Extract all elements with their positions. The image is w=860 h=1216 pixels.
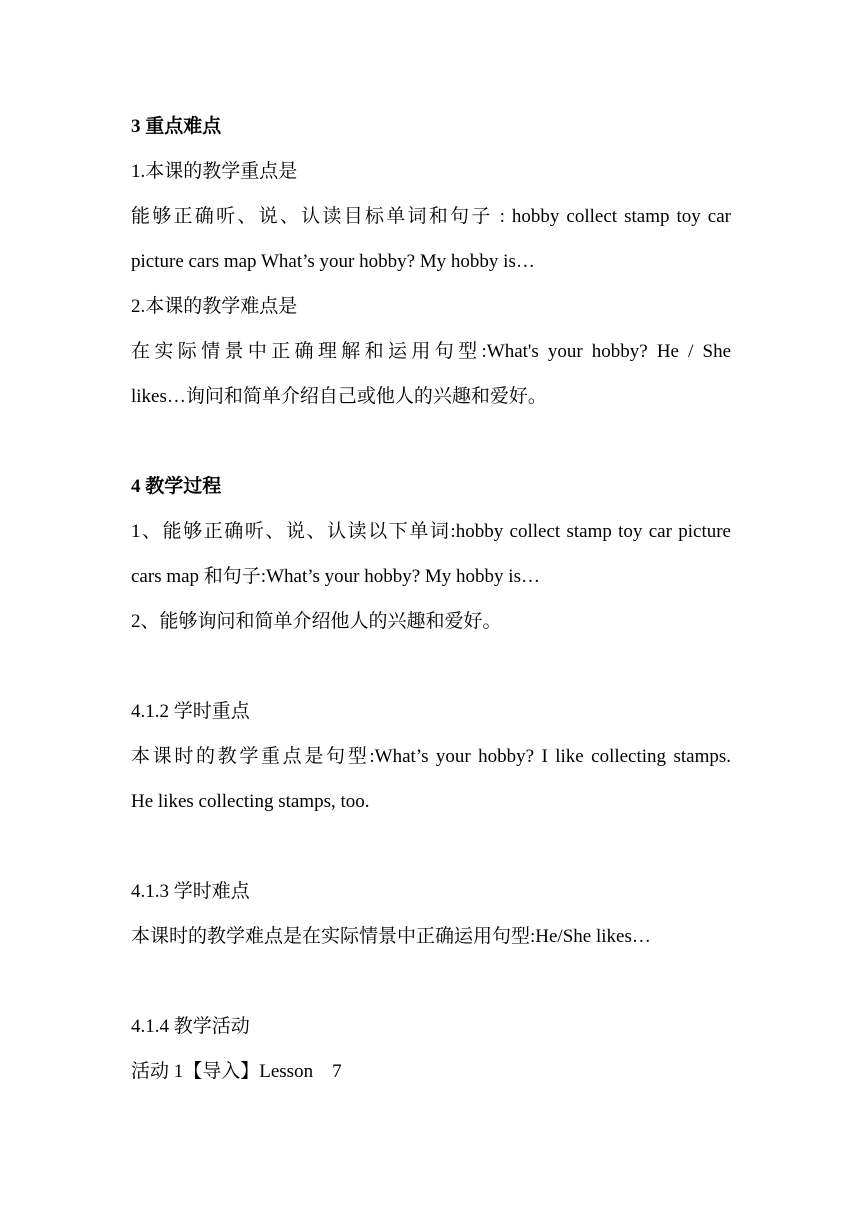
section-3-item-1-line-1: 能够正确听、说、认读目标单词和句子 : hobby collect stamp toy car bbox=[131, 206, 731, 227]
subsection-4-1-4-line-1: 活动 1【导入】Lesson 7 bbox=[131, 1061, 342, 1082]
section-3-item-2-line-1: 在实际情景中正确理解和运用句型:What's your hobby? He / She bbox=[131, 341, 731, 362]
section-4-heading: 4 教学过程 bbox=[131, 476, 222, 497]
subsection-4-1-4-heading: 4.1.4 教学活动 bbox=[131, 1016, 250, 1037]
subsection-4-1-2-heading: 4.1.2 学时重点 bbox=[131, 701, 250, 722]
subsection-4-1-2-line-1: 本课时的教学重点是句型:What’s your hobby? I like collecting stamps. bbox=[131, 746, 731, 767]
subsection-4-1-3-line-1: 本课时的教学难点是在实际情景中正确运用句型:He/She likes… bbox=[131, 926, 651, 947]
section-3-item-2-title: 2.本课的教学难点是 bbox=[131, 296, 298, 317]
subsection-4-1-3-heading: 4.1.3 学时难点 bbox=[131, 881, 250, 902]
section-3-item-1-line-2: picture cars map What’s your hobby? My hobby is… bbox=[131, 251, 535, 272]
section-4-item-2-line-1: 2、能够询问和简单介绍他人的兴趣和爱好。 bbox=[131, 611, 502, 632]
subsection-4-1-2-line-2: He likes collecting stamps, too. bbox=[131, 791, 370, 812]
section-3-heading: 3 重点难点 bbox=[131, 116, 222, 137]
section-4-item-1-line-2: cars map 和句子:What’s your hobby? My hobby is… bbox=[131, 566, 540, 587]
section-3-item-1-title: 1.本课的教学重点是 bbox=[131, 161, 298, 182]
section-4-item-1-line-1: 1、能够正确听、说、认读以下单词:hobby collect stamp toy car picture bbox=[131, 521, 731, 542]
section-3-item-2-line-2: likes…询问和简单介绍自己或他人的兴趣和爱好。 bbox=[131, 386, 547, 407]
